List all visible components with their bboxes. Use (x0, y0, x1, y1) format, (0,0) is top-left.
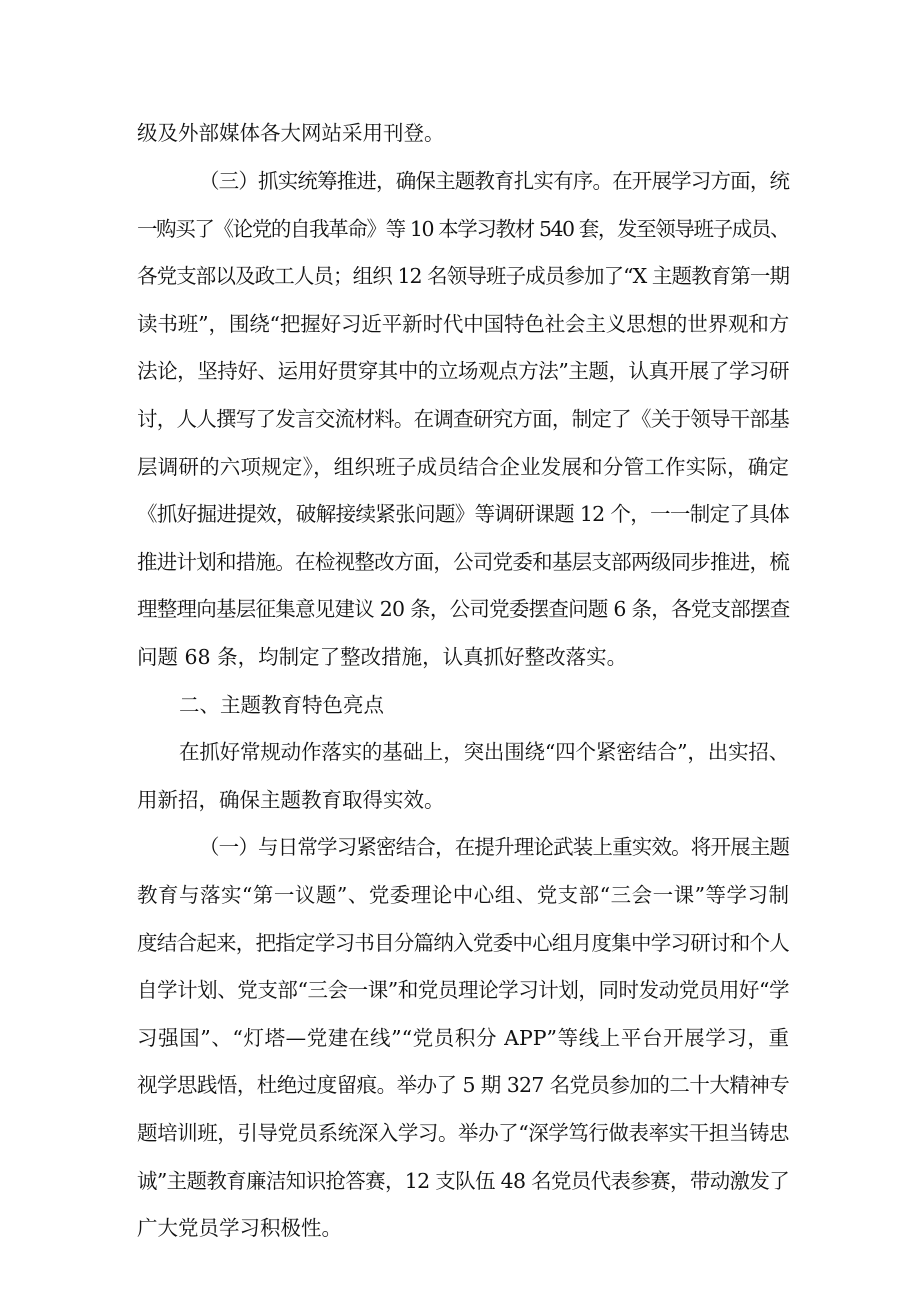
paragraph-line: 度结合起来，把指定学习书目分篇纳入党委中心组月度集中学习研讨和个人 (137, 931, 789, 955)
chapter-heading: 二、主题教育特色亮点 (179, 693, 384, 717)
paragraph-line: 一购买了《论党的自我革命》等 10 本学习教材 540 套，发至领导班子成员、 (137, 217, 789, 241)
paragraph-line: 法论，坚持好、运用好贯穿其中的立场观点方法”主题，认真开展了学习研 (137, 359, 789, 383)
paragraph-line: 《抓好掘进提效，破解接续紧张问题》等调研课题 12 个，一一制定了具体 (137, 502, 789, 526)
section-heading-line: （一）与日常学习紧密结合，在提升理论武装上重实效。将开展主题 (199, 835, 789, 859)
paragraph-line: 自学计划、党支部“三会一课”和党员理论学习计划，同时发动党员用好“学 (137, 978, 789, 1002)
paragraph-line: 诚”主题教育廉洁知识抢答赛，12 支队伍 48 名党员代表参赛，带动激发了 (137, 1169, 789, 1193)
paragraph-line: 级及外部媒体各大网站采用刊登。 (137, 121, 445, 145)
paragraph-line: 习强国”、“灯塔—党建在线”“党员积分 APP”等线上平台开展学习，重 (137, 1026, 789, 1050)
paragraph-line: 在抓好常规动作落实的基础上，突出围绕“四个紧密结合”，出实招、 (179, 740, 789, 764)
paragraph-line: 读书班”，围绕“把握好习近平新时代中国特色社会主义思想的世界观和方 (137, 312, 789, 336)
section-heading-line: （三）抓实统筹推进，确保主题教育扎实有序。在开展学习方面，统 (199, 169, 789, 193)
paragraph-line: 用新招，确保主题教育取得实效。 (137, 788, 445, 812)
paragraph-line: 推进计划和措施。在检视整改方面，公司党委和基层支部两级同步推进，梳 (137, 550, 789, 574)
paragraph-line: 讨，人人撰写了发言交流材料。在调查研究方面，制定了《关于领导干部基 (137, 407, 789, 431)
paragraph-line: 问题 68 条，均制定了整改措施，认真抓好整改落实。 (137, 645, 628, 669)
paragraph-line: 教育与落实“第一议题”、党委理论中心组、党支部“三会一课”等学习制 (137, 883, 789, 907)
paragraph-line: 层调研的六项规定》，组织班子成员结合企业发展和分管工作实际，确定 (137, 455, 789, 479)
paragraph-line: 广大党员学习积极性。 (137, 1216, 342, 1240)
paragraph-line: 题培训班，引导党员系统深入学习。举办了“深学笃行做表率实干担当铸忠 (137, 1121, 789, 1145)
paragraph-line: 视学思践悟，杜绝过度留痕。举办了 5 期 327 名党员参加的二十大精神专 (137, 1073, 789, 1097)
paragraph-line: 各党支部以及政工人员；组织 12 名领导班子成员参加了“X 主题教育第一期 (137, 264, 789, 288)
paragraph-line: 理整理向基层征集意见建议 20 条，公司党委摆查问题 6 条，各党支部摆查 (137, 597, 790, 621)
